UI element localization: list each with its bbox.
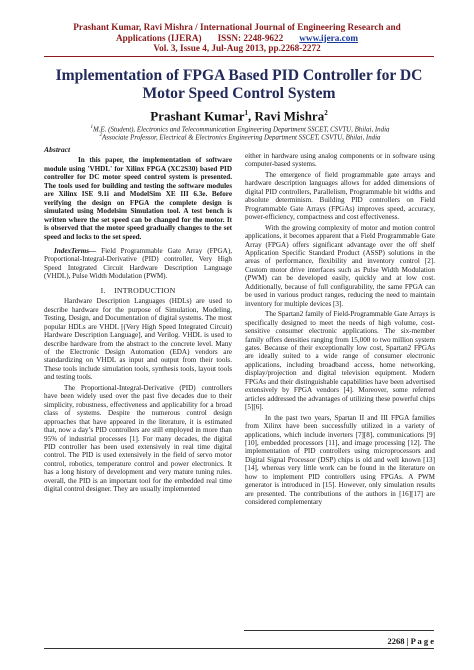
- abstract-text: In this paper, the implementation of software module using 'VHDL' for Xilinx FPGA (XC2S30) based PID controller for DC motor speed control system is presented. The tools used for building and testing the software modules are Xilinx ISE 9.1i and ModelSim XE III 6.3e. Before verifying the design on FPGA the complete design is simulated using Modelsim Simulation tool. A test bench is written where the set speed can be changed for the motor. It is observed that the motor speed gradually changes to the set speed and locks to the set speed.: [44, 156, 232, 241]
- right-paragraph-1: either in hardware using analog components or in software using computer-based systems.: [245, 152, 435, 169]
- index-terms-text: Field Programmable Gate Array (FPGA), Proportional-Integral-Derivative (PID) controller, Very High Speed Integrated Circuit Hardware Description Language (VHDL), Pulse Width Modulation (PWM).: [44, 246, 232, 281]
- right-paragraph-4: The Spartan2 family of Field-Programmable Gate Arrays is specifically designed to meet the needs of high volume, cost-sensitive consumer electronic applications. The six-member family offers densities ranging from 15,000 to two million system gates. Because of their exceptionally low cost, Spartan2 FPGAs are ideally suited to a wide range of consumer electronic applications, including broadband access, home networking, display/projection and digital television equipment. Modern FPGAs and their distinguishable capabilities have been advertised extensively by FPGA vendors [4]. Moreover, some referred articles addressed the advantages of utilizing these powerful chips [5][6].: [245, 310, 435, 412]
- author-1: Prashant Kumar: [150, 108, 245, 124]
- section-title-rest: NTRODUCTION: [116, 285, 176, 295]
- journal-header: [40, 22, 434, 54]
- section-title-initial: I: [114, 285, 117, 295]
- journal-line-2: [40, 33, 434, 44]
- abstract-heading: Abstract: [44, 145, 71, 154]
- affiliation-2-sup: 2: [99, 133, 103, 138]
- paper-title: Implementation of FPGA Based PID Controller for DC Motor Speed Control System: [55, 67, 423, 102]
- section-number: I.: [100, 285, 106, 295]
- intro-paragraph-1: Hardware Description Languages (HDLs) are used to describe hardware for the purpose of Simulation, Modeling, Testing, Design, and Documentation of digital systems. The most popular HDLs are VHDL [(Very High Speed Integrated Circuit) Hardware Description Language], and Verilog. VHDL is used to describe hardware from the abstract to the concrete level. Many of the Electronic Design Automation (EDA) vendors are standardizing on VHDL as input and output from their tools. These tools include simulation tools, synthesis tools, layout tools and testing tools.: [44, 297, 232, 382]
- author-2-sup: 2: [324, 109, 328, 117]
- affiliation-2-text: Associate Professor, Electrical & Electronics Engineering Department SSCET, CSVTU, Bhilai, India: [102, 134, 381, 142]
- header-divider: [44, 56, 434, 57]
- journal-url-link[interactable]: www.ijera.com: [299, 32, 358, 43]
- index-terms-label: IndexTerms—: [54, 246, 97, 255]
- bottom-divider: [44, 648, 434, 649]
- footer-divider: [244, 630, 434, 631]
- journal-issn: ISSN: 2248-9622: [217, 32, 284, 43]
- author-list: [44, 106, 434, 123]
- right-paragraph-3: With the growing complexity of motor and motion control applications, it becomes apparent that a Field Programmable Gate Array (FPGA) offers significant advantage over the off shelf Application Specific Standard Product (ASSP) solutions in the areas of performance, flexibility and inventory control [2]. Custom motor drive interfaces such as Pulse Width Modulation (PWM) can be developed easily, quickly and at low cost. Additionally, because of full configurability, the same FPGA can be used in various product ranges, reducing the need to maintain inventory for multiple devices [3].: [245, 223, 435, 308]
- journal-name-abbrev: Applications (IJERA): [116, 32, 202, 43]
- right-paragraph-2: The emergence of field programmable gate arrays and hardware description languages allows for added dimensions of digital PID controllers, Parallelism, Programmable bit widths and absolute determinism. Building PID controllers on Field Programmable Gate Arrays (FPGAs) improves speed, accuracy, power-efficiency, compactness and cost effectiveness.: [245, 170, 435, 222]
- right-column: [245, 152, 435, 509]
- affiliation-1-sup: 1: [90, 125, 94, 130]
- intro-paragraph-2: The Proportional-Integral-Derivative (PID) controllers have been widely used over the past five decades due to their simplicity, robustness, effectiveness and applicability for a broad class of systems. Despite the numerous control design approaches that have appeared in the literature, it is estimated that, now a day’s PID controllers are still employed in more than 95% of industrial processes [1]. For many decades, the digital PID controller has been used extensively in real time digital control. The PID is used extensively in the field of servo motor control, robotics, temperature control and power electronics. It has a long history of development and very mature tuning rules. overall, the PID is an important tool for the embedded real time digital control designer. They are usually implemented: [44, 383, 232, 494]
- author-separator: ,: [248, 108, 255, 124]
- author-1-sup: 1: [244, 109, 249, 117]
- affiliation-2: [40, 132, 440, 142]
- right-paragraph-5: In the past two years, Spartan II and III FPGA families from Xilinx have been successfully utilized in a variety of applications, which include inverters [7][8], communications [9][10], embedded processors [11], and image processing [12]. The implementation of PID controllers using microprocessors and Digital Signal Processor (DSP) chips is old and well known [13][14], whereas very little work can be found in the literature on how to implement PID controllers using FPGAs. A PWM generator is introduced in [15]. However, only simulation results are presented. The contributions of the authors in [16][17] are considered complementary: [245, 413, 435, 507]
- affiliation-1-text: M.E. (Student), Electronics and Telecommunication Engineering Department SSCET, CSVTU, Bhilai, India: [93, 126, 390, 134]
- journal-line-1: Prashant Kumar, Ravi Mishra / International Journal of Engineering Research and: [73, 22, 401, 32]
- section-heading-introduction: [44, 287, 232, 295]
- left-column: [44, 146, 232, 496]
- journal-line-3: Vol. 3, Issue 4, Jul-Aug 2013, pp.2268-2272: [153, 43, 321, 54]
- page-number: 2268 | P a g e: [387, 636, 434, 646]
- author-2: Ravi Mishra: [254, 108, 325, 124]
- index-terms: [44, 247, 232, 281]
